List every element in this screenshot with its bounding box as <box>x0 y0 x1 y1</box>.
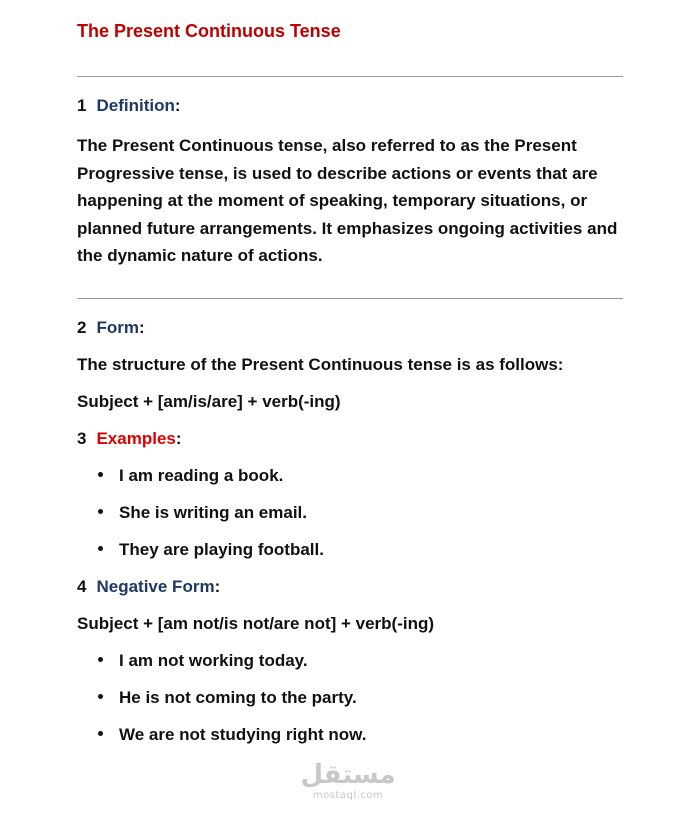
section-number: 1 <box>77 96 87 115</box>
section-number: 3 <box>77 429 87 448</box>
watermark-arabic-text: مستقل <box>300 760 396 790</box>
section-examples-heading <box>77 428 182 450</box>
section-title: Definition <box>96 96 175 115</box>
section-negative-heading <box>77 576 220 598</box>
divider-top <box>77 76 623 77</box>
list-item-text: He is not coming to the party. <box>119 688 357 707</box>
document-title: The Present Continuous Tense <box>77 21 341 41</box>
bullet-icon <box>98 509 103 514</box>
section-definition-heading <box>77 95 181 117</box>
watermark-domain-text: mostaql.com <box>312 790 384 801</box>
bullet-icon <box>98 731 103 736</box>
list-item-text: I am reading a book. <box>119 466 284 485</box>
section-title: Negative Form <box>96 577 215 596</box>
list-item-text: She is writing an email. <box>119 503 307 522</box>
bullet-icon <box>98 694 103 699</box>
bullet-icon <box>98 472 103 477</box>
list-item-text: We are not studying right now. <box>119 725 367 744</box>
section-number: 4 <box>77 577 87 596</box>
list-item <box>98 465 283 487</box>
form-intro: The structure of the Present Continuous tense is as follows: <box>77 355 564 374</box>
list-item <box>98 539 324 561</box>
mostaql-watermark <box>298 760 398 802</box>
colon: : <box>174 96 181 115</box>
definition-paragraph: The Present Continuous tense, also referred to as the Present Progressive tense, is used to describe actions or events that are happening at the moment of speaking, temporary situations, or planned future arrangements. It emphasizes ongoing activities and the dynamic nature of actions. <box>77 136 618 265</box>
colon: : <box>214 577 221 596</box>
colon: : <box>138 318 145 337</box>
bullet-icon <box>98 546 103 551</box>
section-title: Form <box>96 318 139 337</box>
form-structure: Subject + [am/is/are] + verb(-ing) <box>77 392 341 411</box>
bullet-icon <box>98 657 103 662</box>
list-item <box>98 650 308 672</box>
list-item <box>98 502 307 524</box>
section-title: Examples <box>96 429 176 448</box>
list-item <box>98 724 366 746</box>
negative-structure: Subject + [am not/is not/are not] + verb(-ing) <box>77 614 435 633</box>
list-item <box>98 687 357 709</box>
colon: : <box>175 429 182 448</box>
divider-middle <box>77 298 623 299</box>
list-item-text: They are playing football. <box>119 540 324 559</box>
list-item-text: I am not working today. <box>119 651 308 670</box>
section-number: 2 <box>77 318 87 337</box>
section-form-heading <box>77 317 145 339</box>
